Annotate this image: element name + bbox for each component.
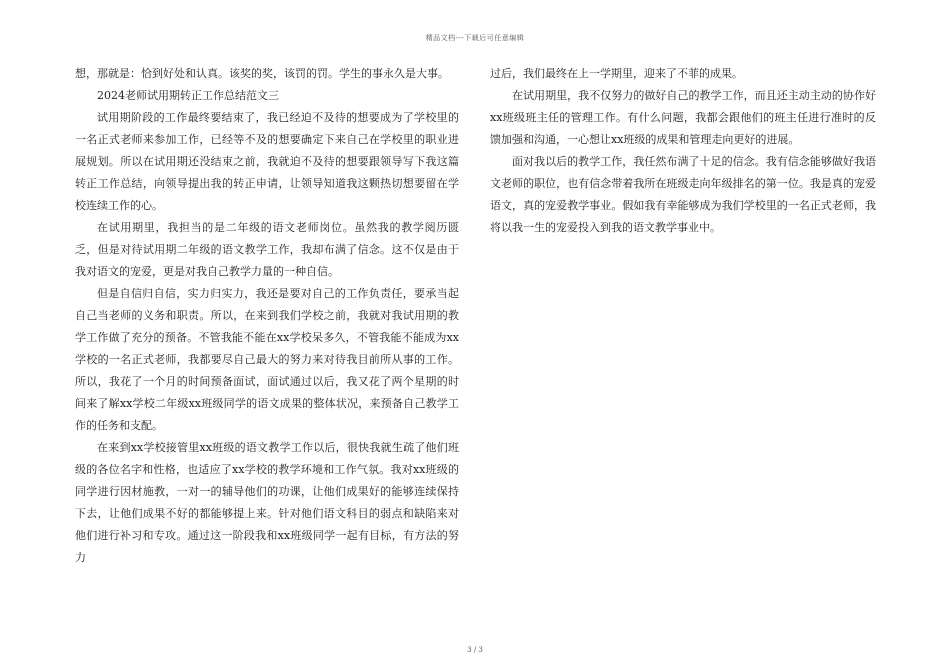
paragraph: 在试用期里，我担当的是二年级的语文老师岗位。虽然我的教学阅历匮乏，但是对待试用期二年级的语文教学工作，我却布满了信念。这不仅是由于我对语文的宠爱，更是对我自己教学力量的一种自信。 <box>75 221 459 278</box>
left-column <box>75 63 459 569</box>
paragraph-continued: 过后，我们最终在上一学期里，迎来了不菲的成果。 <box>490 67 743 80</box>
paragraph: 但是自信归自信，实力归实力，我还是要对自己的工作负责任，要承当起自己当老师的义务和职责。所以，在来到我们学校之前，我就对我试用期的教学工作做了充分的预备。不管我能不能在xx学校呆多久，不管我能不能成为xx学校的一名正式老师，我都要尽自己最大的努力来对待我目前所从事的工作。所以，我花了一个月的时间预备面试，面试通过以后，我又花了两个星期的时间来了解xx学校二年级xx班级同学的语文成果的整体状况，来预备自己教学工作的任务和支配。 <box>75 287 459 432</box>
section-heading: 2024老师试用期转正工作总结范文三 <box>97 89 279 102</box>
page-number: 3 / 3 <box>467 646 483 654</box>
page-header: 精品文档---下载后可任意编辑 <box>425 34 525 42</box>
right-column <box>490 63 876 239</box>
paragraph-continued: 想，那就是：恰到好处和认真。该奖的奖，该罚的罚。学生的事永久是大事。 <box>75 67 449 80</box>
paragraph: 在试用期里，我不仅努力的做好自己的教学工作，而且还主动主动的协作好xx班级班主任的管理工作。有什么问题，我都会跟他们的班主任进行准时的反馈加强和沟通，一心想让xx班级的成果和管理走向更好的进展。 <box>490 89 876 146</box>
paragraph: 试用期阶段的工作最终要结束了，我已经迫不及待的想要成为了学校里的一名正式老师来参加工作，已经等不及的想要确定下来自己在学校里的职业进展规划。所以在试用期还没结束之前，我就迫不及待的想要跟领导写下我这篇转正工作总结，向领导提出我的转正申请，让领导知道我这颗热切想要留在学校连续工作的心。 <box>75 111 459 212</box>
paragraph: 面对我以后的教学工作，我任然布满了十足的信念。我有信念能够做好我语文老师的职位，也有信念带着我所在班级走向年级排名的第一位。我是真的宠爱语文，真的宠爱教学事业。假如我有幸能够成为我们学校里的一名正式老师，我将以我一生的宠爱投入到我的语文教学事业中。 <box>490 155 876 234</box>
paragraph: 在来到xx学校接管里xx班级的语文教学工作以后，很快我就生疏了他们班级的各位名字和性格，也适应了xx学校的教学环境和工作气氛。我对xx班级的同学进行因材施教，一对一的辅导他们的功课，让他们成果好的能够连续保持下去，让他们成果不好的都能够提上来。针对他们语文科目的弱点和缺陷来对他们进行补习和专攻。通过这一阶段我和xx班级同学一起有目标，有方法的努力 <box>75 441 459 564</box>
